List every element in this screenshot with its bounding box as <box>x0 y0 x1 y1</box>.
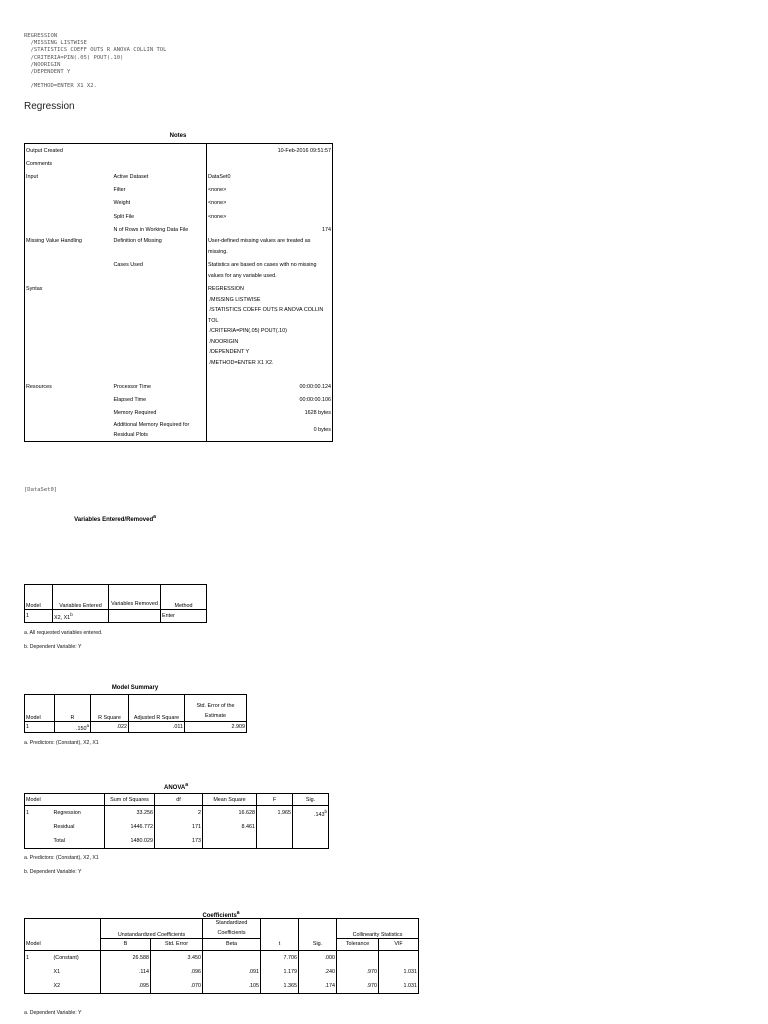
notes-value: 00:00:00.124 <box>207 380 333 393</box>
anova-table <box>24 793 329 849</box>
vars-entered-table <box>24 584 207 623</box>
vif-cell: 1.031 <box>403 982 418 989</box>
ms-cell: 16.628 <box>203 806 257 821</box>
notes-label: Output Created <box>26 147 63 154</box>
b-cell: 26.588 <box>101 950 151 965</box>
col-header: Sum of Squares <box>105 794 155 806</box>
notes-value: <none> <box>207 184 333 197</box>
sig-cell: .174 <box>299 979 337 994</box>
col-header: Adjusted R Square <box>129 695 185 722</box>
term-cell: X1 <box>53 968 61 975</box>
col-header: Method <box>161 585 207 610</box>
coefficients-table <box>24 918 419 994</box>
f-cell <box>257 820 293 834</box>
footnote: b. Dependent Variable: Y <box>24 869 82 875</box>
se-cell: .070 <box>151 979 203 994</box>
notes-sublabel: Elapsed Time <box>113 397 147 404</box>
sig-cell <box>293 820 329 834</box>
col-header: df <box>155 794 203 806</box>
t-cell: 1.179 <box>261 965 299 979</box>
model-summary-title: Model Summary <box>111 685 159 691</box>
beta-cell: .105 <box>203 979 261 994</box>
footnote: a. Dependent Variable: Y <box>24 1010 82 1016</box>
notes-sublabel: Definition of Missing <box>113 238 162 245</box>
notes-title: Notes <box>169 133 187 139</box>
ss-cell: 1480.029 <box>105 834 155 849</box>
footnote: a. All requested variables entered. <box>24 630 103 636</box>
notes-table <box>24 143 333 442</box>
beta-cell: .091 <box>203 965 261 979</box>
model-cell: 1 <box>25 722 55 733</box>
adj-r2-cell: .011 <box>129 722 185 733</box>
col-group-header: Unstandardized Coefficients <box>101 919 203 939</box>
ms-cell <box>203 834 257 849</box>
sig-cell <box>293 834 329 849</box>
col-header: Tolerance <box>337 939 379 951</box>
notes-sublabel: Split File <box>113 213 135 220</box>
t-cell: 1.365 <box>261 979 299 994</box>
notes-value: 00:00:00.106 <box>207 394 333 407</box>
notes-sublabel: N of Rows in Working Data File <box>113 226 189 233</box>
source-cell: Total <box>53 838 65 844</box>
col-header: VIF <box>379 939 419 951</box>
notes-syntax-value: REGRESSION /MISSING LISTWISE /STATISTICS COEFF OUTS R ANOVA COLLIN TOL /CRITERIA=PIN(.05) POUT(.10) /NOORIGIN /DEPENDENT Y /METHOD=ENTER X1 X2. <box>207 284 333 380</box>
notes-sublabel: Filter <box>113 187 126 194</box>
col-header: R Square <box>91 695 129 722</box>
col-header: Mean Square <box>203 794 257 806</box>
notes-value: 1628 bytes <box>207 407 333 420</box>
notes-value: User-defined missing values are treated as missing. <box>207 236 333 260</box>
footnote: a. Predictors: (Constant), X2, X1 <box>24 740 99 746</box>
col-header: R <box>55 695 91 722</box>
notes-label: Comments <box>26 160 53 167</box>
sig-cell: .143$^b$ <box>313 808 327 818</box>
f-cell: 1.965 <box>257 806 293 821</box>
col-header: Std. Error <box>151 939 203 951</box>
notes-label: Missing Value Handling <box>26 238 82 245</box>
source-cell: Regression <box>53 810 81 816</box>
r-cell: .150$^a$ <box>55 722 91 733</box>
footnote: b. Dependent Variable: Y <box>24 644 82 650</box>
beta-cell <box>203 950 261 965</box>
col-header: Model <box>25 939 101 951</box>
term-cell: X2 <box>53 982 61 989</box>
notes-sublabel: Cases Used <box>113 262 143 269</box>
notes-sublabel: Memory Required <box>113 410 157 417</box>
coefficients-title: Coefficients$^a$ <box>202 910 240 919</box>
term-cell: (Constant) <box>53 954 79 961</box>
col-header: t <box>261 939 299 951</box>
footnote: a. Predictors: (Constant), X2, X1 <box>24 855 99 861</box>
se-cell: .096 <box>151 965 203 979</box>
col-header: Variables Removed <box>109 585 161 610</box>
dataset-tag: [DataSet0] <box>24 487 58 493</box>
notes-value: <none> <box>207 197 333 210</box>
b-cell: .114 <box>101 965 151 979</box>
col-header: Variables Entered <box>53 585 109 610</box>
tolerance-cell: .970 <box>337 965 379 979</box>
notes-value: 10-Feb-2016 09:51:57 <box>207 144 333 158</box>
notes-sublabel: Active Dataset <box>113 173 149 180</box>
vif-cell <box>379 950 419 965</box>
col-header: Sig. <box>293 794 329 806</box>
notes-sublabel: Weight <box>113 200 131 207</box>
notes-value: 0 bytes <box>207 420 333 442</box>
df-cell: 173 <box>155 834 203 849</box>
col-header: F <box>257 794 293 806</box>
col-header: Model <box>25 585 53 610</box>
t-cell: 7.706 <box>261 950 299 965</box>
sig-cell: .240 <box>299 965 337 979</box>
df-cell: 2 <box>155 806 203 821</box>
entered-cell: X2, X1$^b$ <box>53 610 109 623</box>
model-cell: 1 <box>25 610 53 623</box>
notes-label: Resources <box>26 383 52 390</box>
tolerance-cell <box>337 950 379 965</box>
ss-cell: 1446.772 <box>105 820 155 834</box>
method-cell: Enter <box>162 613 175 619</box>
ms-cell: 8.461 <box>203 820 257 834</box>
notes-sublabel: Processor Time <box>113 383 151 390</box>
notes-value: Statistics are based on cases with no missing values for any variable used. <box>207 260 333 284</box>
notes-label: Input <box>26 173 38 180</box>
source-cell: Residual <box>53 824 75 830</box>
notes-sublabel: Additional Memory Required for Residual Plots <box>113 421 190 439</box>
col-header: Std. Error of the Estimate <box>185 695 247 722</box>
model-summary-table <box>24 694 247 733</box>
model-cell: 1 <box>26 810 29 816</box>
df-cell: 171 <box>155 820 203 834</box>
notes-value: <none> <box>207 210 333 223</box>
notes-value: DataSet0 <box>207 170 333 183</box>
model-cell: 1 <box>26 954 29 961</box>
f-cell <box>257 834 293 849</box>
col-group-header: Standardized Coefficients <box>203 919 261 939</box>
col-header: Sig. <box>299 939 337 951</box>
sig-cell: .000 <box>299 950 337 965</box>
tolerance-cell: .970 <box>337 979 379 994</box>
se-cell: 3.450 <box>151 950 203 965</box>
vif-cell: 1.031 <box>403 968 418 975</box>
anova-title: ANOVA$^a$ <box>163 782 188 791</box>
col-header: Beta <box>203 939 261 951</box>
col-header: B <box>101 939 151 951</box>
b-cell: .095 <box>101 979 151 994</box>
col-header: Model <box>25 695 55 722</box>
ss-cell: 33.256 <box>105 806 155 821</box>
vars-entered-title: Variables Entered/Removed$^a$ <box>74 514 156 523</box>
notes-label: Syntax <box>26 286 43 293</box>
syntax-echo: REGRESSION /MISSING LISTWISE /STATISTICS COEFF OUTS R ANOVA COLLIN TOL /CRITERIA=PIN(.05) POUT(.10) /NOORIGIN /DEPENDENT Y /METHOD=ENTER X1 X2. <box>24 33 167 90</box>
removed-cell <box>109 610 161 623</box>
se-cell: 2.909 <box>231 724 245 730</box>
section-title: Regression <box>24 101 75 112</box>
notes-value: 174 <box>207 223 333 236</box>
col-header: Model <box>25 794 105 806</box>
col-group-header: Collinearity Statistics <box>352 932 403 938</box>
r2-cell: .022 <box>91 722 129 733</box>
